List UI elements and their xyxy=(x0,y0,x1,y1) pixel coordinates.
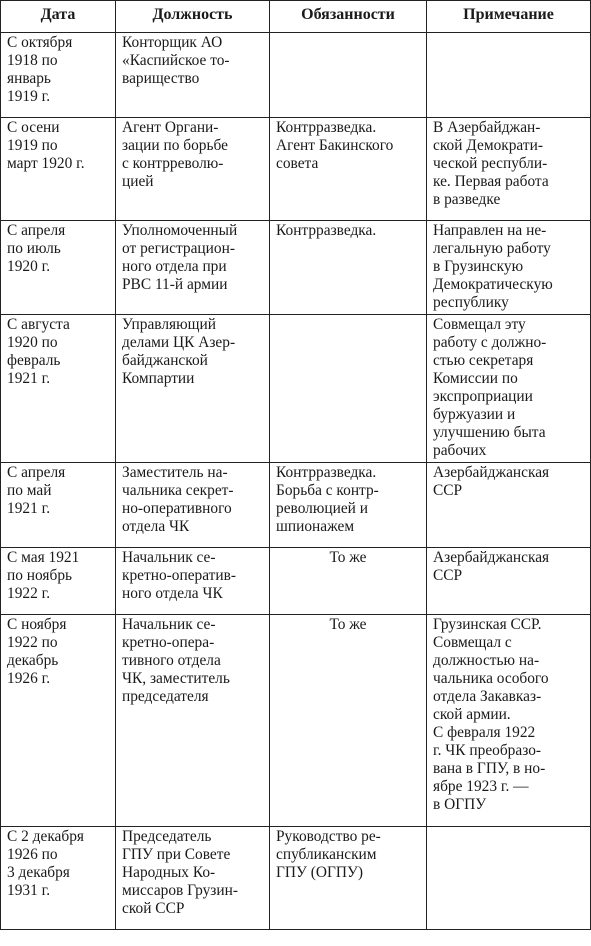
cell-date: С мая 1921 по ноябрь 1922 г. xyxy=(1,548,116,615)
cell-date: С апреля по май 1921 г. xyxy=(1,463,116,548)
cell-position: Начальник се- кретно-опера- тивного отдела ЧК, заместитель председателя xyxy=(116,615,270,827)
cell-date: С осени 1919 по март 1920 г. xyxy=(1,118,116,221)
table-row xyxy=(1,315,591,463)
cell-position: Председатель ГПУ при Совете Народных Ко- миссаров Грузин- ской ССР xyxy=(116,827,270,930)
cell-note: В Азербайджан- ской Демократи- ческой республи- ке. Первая работа в разведке xyxy=(427,118,591,221)
table-row xyxy=(1,118,591,221)
table-row xyxy=(1,221,591,315)
header-date: Дата xyxy=(1,1,116,33)
table-row xyxy=(1,615,591,827)
cell-position: Уполномоченный от регистрацион- ного отдела при РВС 11-й армии xyxy=(116,221,270,315)
cell-note xyxy=(427,827,591,930)
cell-note: Совмещал эту работу с должно- стью секретаря Комиссии по экспроприации буржуазии и улучшению быта рабочих xyxy=(427,315,591,463)
cell-duties: Руководство ре- спубликанским ГПУ (ОГПУ) xyxy=(270,827,427,930)
cell-note: Грузинская ССР. Совмещал с должностью на- чальника особого отдела Закавказ- ской армии. С февраля 1922 г. ЧК преобразо- вана в ГПУ, в но- ябре 1923 г. — в ОГПУ xyxy=(427,615,591,827)
cell-position: Начальник се- кретно-оператив- ного отдела ЧК xyxy=(116,548,270,615)
cell-date: С августа 1920 по февраль 1921 г. xyxy=(1,315,116,463)
table-row xyxy=(1,827,591,930)
cell-duties: Контрразведка. Агент Бакинского совета xyxy=(270,118,427,221)
cell-date: С октября 1918 по январь 1919 г. xyxy=(1,33,116,118)
cell-position: Агент Органи- зации по борьбе с контрреволю- цией xyxy=(116,118,270,221)
table-row xyxy=(1,548,591,615)
cell-date: С ноября 1922 по декабрь 1926 г. xyxy=(1,615,116,827)
cell-duties: То же xyxy=(270,615,427,827)
table-row xyxy=(1,33,591,118)
cell-date: С 2 декабря 1926 по 3 декабря 1931 г. xyxy=(1,827,116,930)
header-duties: Обязанности xyxy=(270,1,427,33)
cell-note: Направлен на не- легальную работу в Грузинскую Демократическую республику xyxy=(427,221,591,315)
header-row xyxy=(1,1,591,33)
cell-position: Управляющий делами ЦК Азер- байджанской Компартии xyxy=(116,315,270,463)
header-note: Примечание xyxy=(427,1,591,33)
cell-note: Азербайджанская ССР xyxy=(427,463,591,548)
cell-duties: Контрразведка. xyxy=(270,221,427,315)
cell-position: Конторщик АО «Каспийское то- варищество xyxy=(116,33,270,118)
table-row xyxy=(1,463,591,548)
header-position: Должность xyxy=(116,1,270,33)
cell-duties xyxy=(270,33,427,118)
cell-duties xyxy=(270,315,427,463)
cell-note: Азербайджанская ССР xyxy=(427,548,591,615)
cell-duties: Контрразведка. Борьба с контр- революцией и шпионажем xyxy=(270,463,427,548)
cell-date: С апреля по июль 1920 г. xyxy=(1,221,116,315)
cell-note xyxy=(427,33,591,118)
cell-duties: То же xyxy=(270,548,427,615)
cell-position: Заместитель на- чальника секрет- но-оперативного отдела ЧК xyxy=(116,463,270,548)
